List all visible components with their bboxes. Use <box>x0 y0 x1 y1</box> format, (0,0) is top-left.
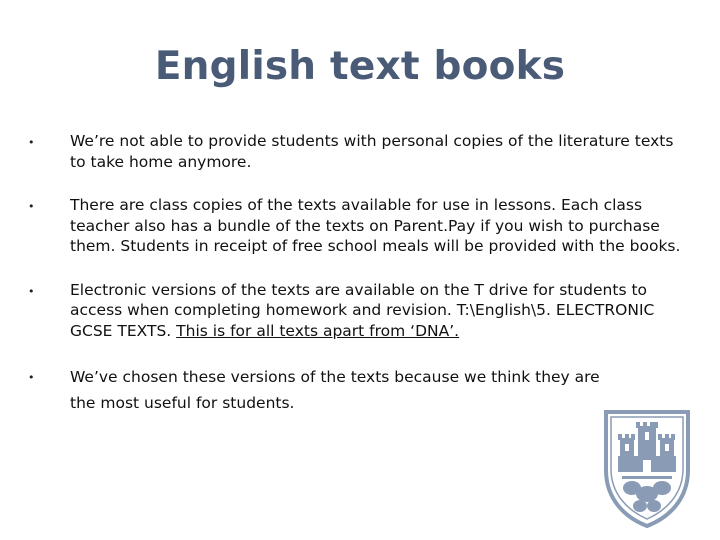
list-item <box>28 364 688 416</box>
bullet-list <box>28 131 688 439</box>
bullet-text: We’ve chosen these versions of the texts because we think they are the most useful for students. <box>70 368 600 412</box>
bullet-text: We’re not able to provide students with personal copies of the literature texts to take home anymore. <box>70 132 674 171</box>
bullet-marker: • <box>28 284 35 298</box>
school-crest-icon <box>598 408 696 530</box>
bullet-text: There are class copies of the texts available for use in lessons. Each class teacher also has a bundle of the texts on Parent.Pay if you wish to purchase them. Students in receipt of free school meals will be provided with the books. <box>70 196 681 255</box>
bullet-marker: • <box>28 371 35 384</box>
bullet-text-wrapper <box>70 280 688 342</box>
list-item <box>28 131 688 172</box>
bullet-marker: • <box>28 200 35 213</box>
bullet-text: Electronic versions of the texts are available on the T drive for students to access when completing homework and revision. T:\English\5. ELECTRONIC GCSE TEXTS. <box>70 280 655 340</box>
list-item <box>28 280 688 342</box>
list-item <box>28 195 688 257</box>
bullet-marker: • <box>28 136 35 149</box>
page-title: English text books <box>154 44 566 89</box>
underlined-note: This is for all texts apart from ‘DNA’. <box>176 321 460 340</box>
